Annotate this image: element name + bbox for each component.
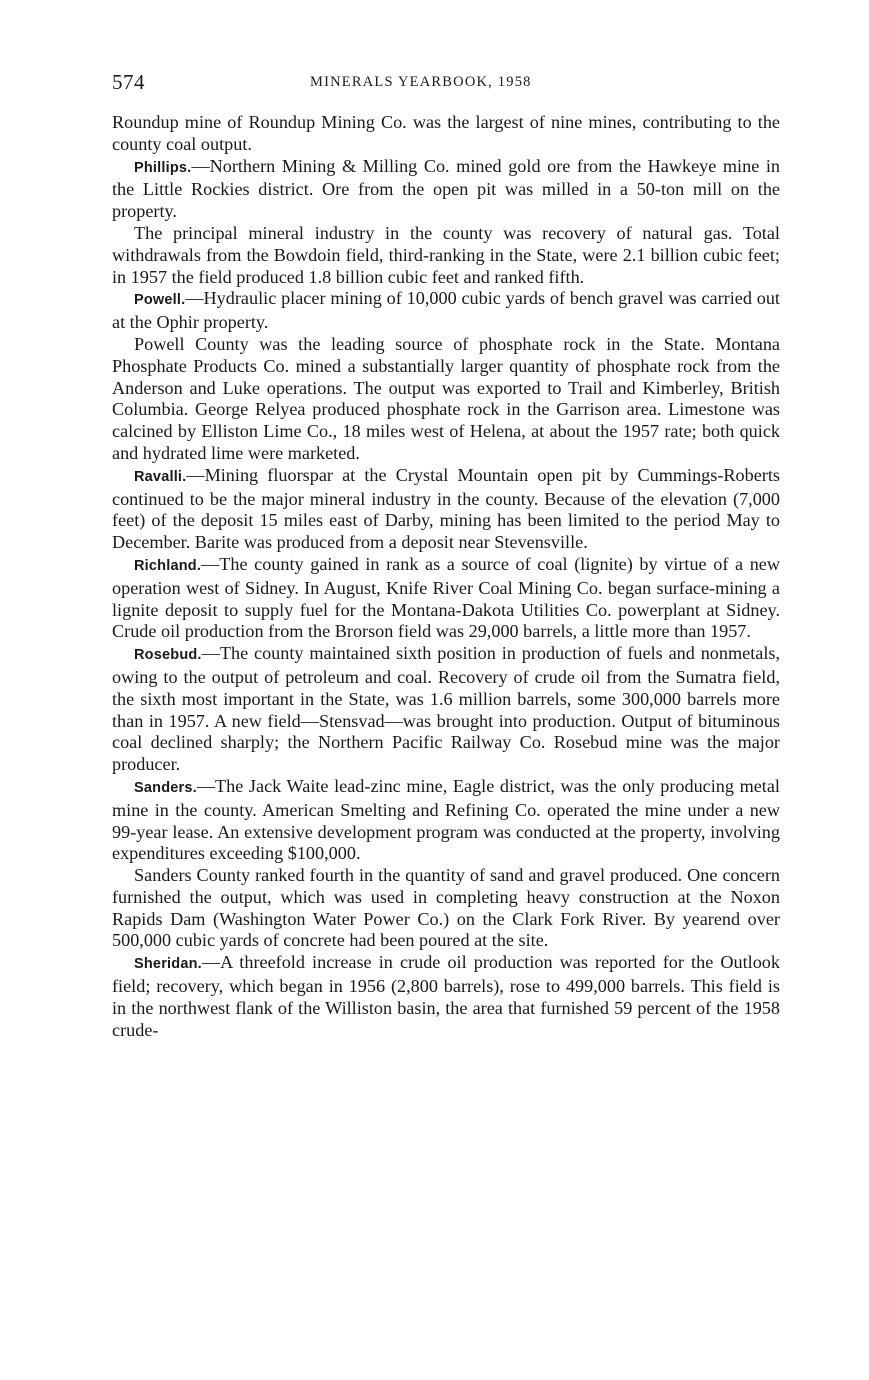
- running-title: MINERALS YEARBOOK, 1958: [310, 74, 532, 90]
- page-header: [112, 70, 780, 104]
- paragraph-text: —The county gained in rank as a source of coal (lignite) by virtue of a new operation west of Sidney. In August, Knife River Coal Mining Co. began surface-mining a lignite deposit to supply fuel for the Montana-Dakota Utilities Co. powerplant at Sidney. Crude oil production from the Brorson field was 29,000 barrels, a little more than 1957.: [112, 553, 780, 642]
- document-page: [112, 70, 780, 1041]
- page-number: 574: [112, 70, 145, 94]
- paragraph-sanders: [112, 776, 780, 865]
- county-heading-powell: Powell.: [134, 292, 186, 309]
- paragraph-sanders-gravel: [112, 865, 780, 952]
- paragraph-powell: [112, 288, 780, 334]
- paragraph-rosebud: [112, 643, 780, 776]
- county-heading-rosebud: Rosebud.: [134, 647, 202, 664]
- paragraph-text: Powell County was the leading source of phosphate rock in the State. Montana Phosphate Products Co. mined a substantially larger quantity of phosphate rock from the Anderson and Luke operations. The output was exported to Trail and Kimberley, British Columbia. George Relyea produced phosphate rock in the Garrison area. Limestone was calcined by Elliston Lime Co., 18 miles west of Helena, at about the 1957 rate; both quick and hydrated lime were marketed.: [112, 333, 780, 463]
- paragraph-text: —Mining fluorspar at the Crystal Mountain open pit by Cummings-Roberts continued to be the major mineral industry in the county. Because of the elevation (7,000 feet) of the deposit 15 miles east of Darby, mining has been limited to the period May to December. Barite was produced from a deposit near Stevensville.: [112, 464, 780, 553]
- body-text: [112, 112, 780, 1041]
- county-heading-sanders: Sanders.: [134, 779, 197, 796]
- county-heading-richland: Richland.: [134, 557, 202, 574]
- paragraph-natural-gas: [112, 223, 780, 288]
- county-heading-ravalli: Ravalli.: [134, 468, 187, 485]
- paragraph-sheridan: [112, 952, 780, 1041]
- paragraph-roundup-continued: [112, 112, 780, 156]
- paragraph-text: Sanders County ranked fourth in the quantity of sand and gravel produced. One concern furnished the output, which was used in completing heavy construction at the Noxon Rapids Dam (Washington Water Power Co.) on the Clark Fork River. By yearend over 500,000 cubic yards of concrete had been poured at the site.: [112, 865, 780, 951]
- county-heading-sheridan: Sheridan.: [134, 956, 202, 973]
- paragraph-text: —Northern Mining & Milling Co. mined gold ore from the Hawkeye mine in the Little Rockies district. Ore from the open pit was milled in a 50-ton mill on the property.: [112, 155, 780, 222]
- paragraph-phillips: [112, 156, 780, 223]
- paragraph-text: —The county maintained sixth position in production of fuels and nonmetals, owing to the output of petroleum and coal. Recovery of crude oil from the Sumatra field, the sixth most important in the State, was 1.6 million barrels, some 300,000 barrels more than in 1957. A new field—Stensvad—was brought into production. Output of bituminous coal declined sharply; the Northern Pacific Railway Co. Rosebud mine was the major producer.: [112, 643, 780, 775]
- paragraph-text: The principal mineral industry in the county was recovery of natural gas. Total withdrawals from the Bowdoin field, third-ranking in the State, were 2.1 billion cubic feet; in 1957 the field produced 1.8 billion cubic feet and ranked fifth.: [112, 222, 780, 287]
- county-heading-phillips: Phillips.: [134, 159, 192, 176]
- paragraph-richland: [112, 554, 780, 643]
- paragraph-text: Roundup mine of Roundup Mining Co. was the largest of nine mines, contributing to the county coal output.: [112, 112, 780, 154]
- paragraph-text: —The Jack Waite lead-zinc mine, Eagle district, was the only producing metal mine in the county. American Smelting and Refining Co. operated the mine under a new 99-year lease. An extensive development program was conducted at the property, involving expenditures exceeding $100,000.: [112, 775, 780, 864]
- paragraph-text: —Hydraulic placer mining of 10,000 cubic yards of bench gravel was carried out at the Ophir property.: [112, 288, 780, 333]
- paragraph-text: —A threefold increase in crude oil production was reported for the Outlook field; recovery, which began in 1956 (2,800 barrels), rose to 499,000 barrels. This field is in the northwest flank of the Williston basin, the area that furnished 59 percent of the 1958 crude-: [112, 952, 780, 1040]
- paragraph-ravalli: [112, 465, 780, 554]
- paragraph-powell-phosphate: [112, 334, 780, 465]
